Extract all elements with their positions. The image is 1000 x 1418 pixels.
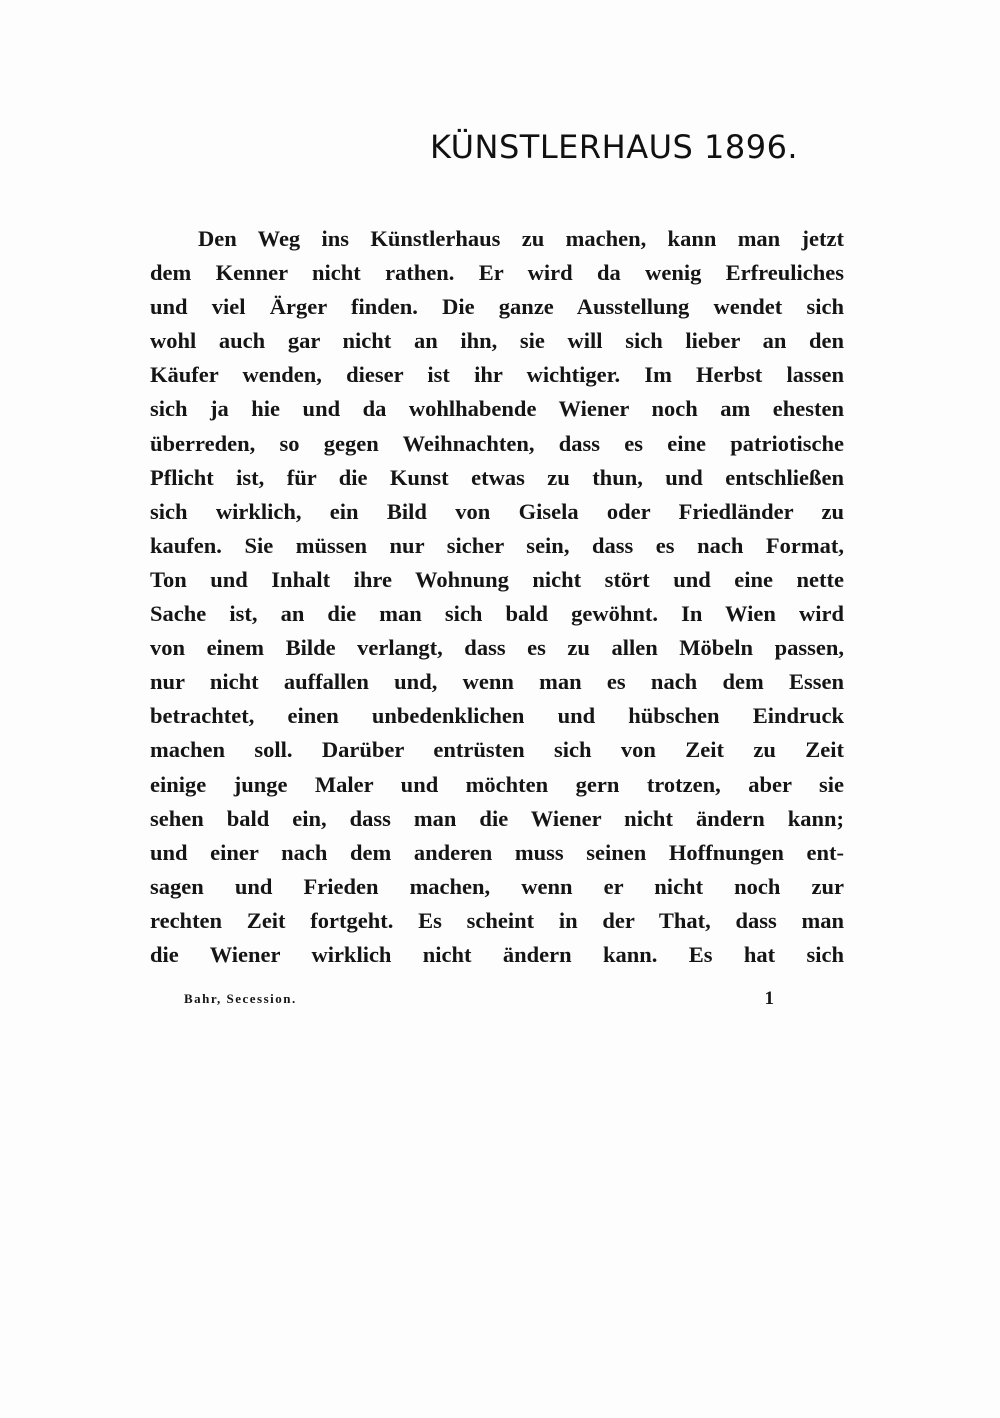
text-line: sich wirklich, ein Bild von Gisela oder Friedländer zu bbox=[150, 498, 844, 524]
text-line: von einem Bilde verlangt, dass es zu allen Möbeln passen, bbox=[150, 635, 844, 661]
printer-signature: Bahr, Secession. bbox=[184, 991, 297, 1006]
text-line: die Wiener wirklich nicht ändern kann. Es hat sich bbox=[150, 941, 844, 967]
text-line: einige junge Maler und möchten gern trotzen, aber sie bbox=[150, 771, 844, 797]
page-footer bbox=[184, 986, 774, 1012]
text-line: Sache ist, an die man sich bald gewöhnt. In Wien wird bbox=[150, 601, 844, 627]
sheet-number: 1 bbox=[764, 988, 774, 1009]
body-text bbox=[150, 222, 844, 972]
text-line: überreden, so gegen Weihnachten, dass es eine patriotische bbox=[150, 430, 844, 456]
text-line: kaufen. Sie müssen nur sicher sein, dass es nach Format, bbox=[150, 532, 844, 558]
text-line: sagen und Frieden machen, wenn er nicht noch zur bbox=[150, 873, 844, 899]
text-line: sehen bald ein, dass man die Wiener nicht ändern kann; bbox=[150, 805, 844, 831]
text-line: dem Kenner nicht rathen. Er wird da wenig Erfreuliches bbox=[150, 260, 844, 286]
text-line: Käufer wenden, dieser ist ihr wichtiger. Im Herbst lassen bbox=[150, 362, 844, 388]
text-line: Den Weg ins Künstlerhaus zu machen, kann man jetzt bbox=[198, 226, 844, 251]
text-line: betrachtet, einen unbedenklichen und hübschen Eindruck bbox=[150, 703, 844, 729]
text-line: Pflicht ist, für die Kunst etwas zu thun, und entschließen bbox=[150, 464, 844, 490]
text-line: sich ja hie und da wohlhabende Wiener noch am ehesten bbox=[150, 396, 844, 422]
text-line: machen soll. Darüber entrüsten sich von Zeit zu Zeit bbox=[150, 737, 844, 763]
text-line: rechten Zeit fortgeht. Es scheint in der That, dass man bbox=[150, 907, 844, 933]
text-line: Ton und Inhalt ihre Wohnung nicht stört und eine nette bbox=[150, 566, 844, 592]
text-line: wohl auch gar nicht an ihn, sie will sich lieber an den bbox=[150, 328, 844, 354]
page-title: KÜNSTLERHAUS 1896. bbox=[430, 128, 799, 166]
text-line: und viel Ärger finden. Die ganze Ausstellung wendet sich bbox=[150, 294, 844, 320]
text-line: und einer nach dem anderen muss seinen Hoffnungen ent- bbox=[150, 839, 844, 865]
text-line: nur nicht auffallen und, wenn man es nach dem Essen bbox=[150, 669, 844, 695]
